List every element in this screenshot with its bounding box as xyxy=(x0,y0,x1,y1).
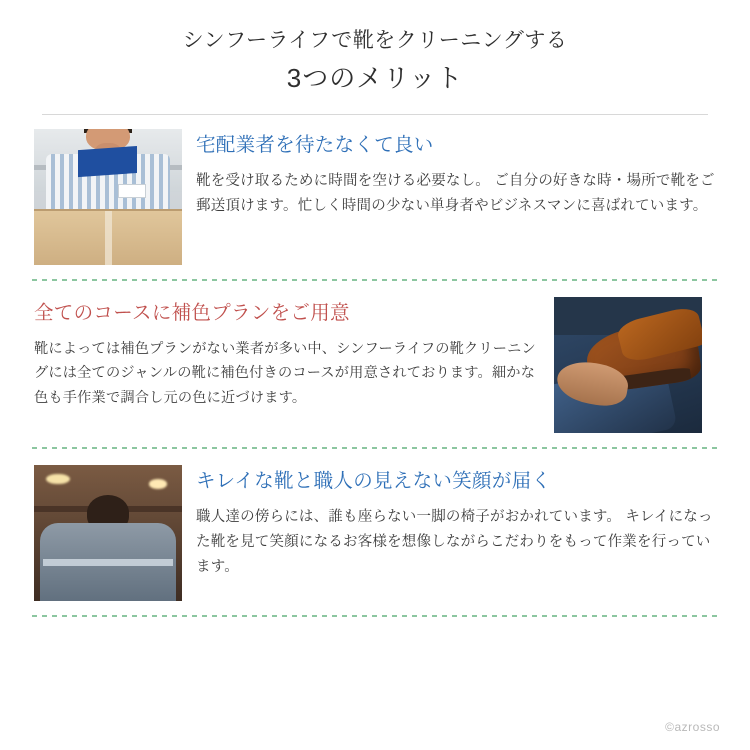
merit-2-body xyxy=(34,297,540,410)
merit-2-heading: 全てのコースに補色プランをご用意 xyxy=(34,302,350,325)
merit-block-1 xyxy=(28,115,722,277)
merit-1-heading: 宅配業者を待たなくて良い xyxy=(196,134,434,157)
page-header xyxy=(28,26,722,98)
merit-2-paragraph: 靴によっては補色プランがない業者が多い中、シンフーライフの靴クリーニングには全てのジャンルの靴に補色付きのコースが用意されております。細かな色も手作業で調合し元の色に近づけます。 xyxy=(34,340,536,406)
section-divider-2 xyxy=(32,447,718,449)
merit-3-body xyxy=(196,465,716,579)
merit-block-3 xyxy=(28,451,722,613)
merit-block-2 xyxy=(28,283,722,445)
merit-3-paragraph: 職人達の傍らには、誰も座らない一脚の椅子がおかれています。 キレイになった靴を見て笑顔になるお客様を想像しながらこだわりをもって作業を行っています。 xyxy=(196,508,713,575)
delivery-staff-photo xyxy=(34,129,182,265)
page-title-line-1: シンフーライフで靴をクリーニングする xyxy=(182,29,568,52)
section-divider-3 xyxy=(32,615,718,617)
section-divider-1 xyxy=(32,279,718,281)
craftsman-photo xyxy=(34,465,182,601)
merit-1-paragraph: 靴を受け取るために時間を空ける必要なし。 ご自分の好きな時・場所で靴をご郵送頂けます。忙しく時間の少ない単身者やビジネスマンに喜ばれています。 xyxy=(196,172,715,214)
copyright-credit: ©azrosso xyxy=(665,720,720,734)
shoe-recolor-photo xyxy=(554,297,702,433)
page-title-line-2: 3つのメリット xyxy=(286,63,464,94)
merit-3-heading: キレイな靴と職人の見えない笑顔が届く xyxy=(196,470,552,493)
merit-1-body xyxy=(196,129,716,218)
